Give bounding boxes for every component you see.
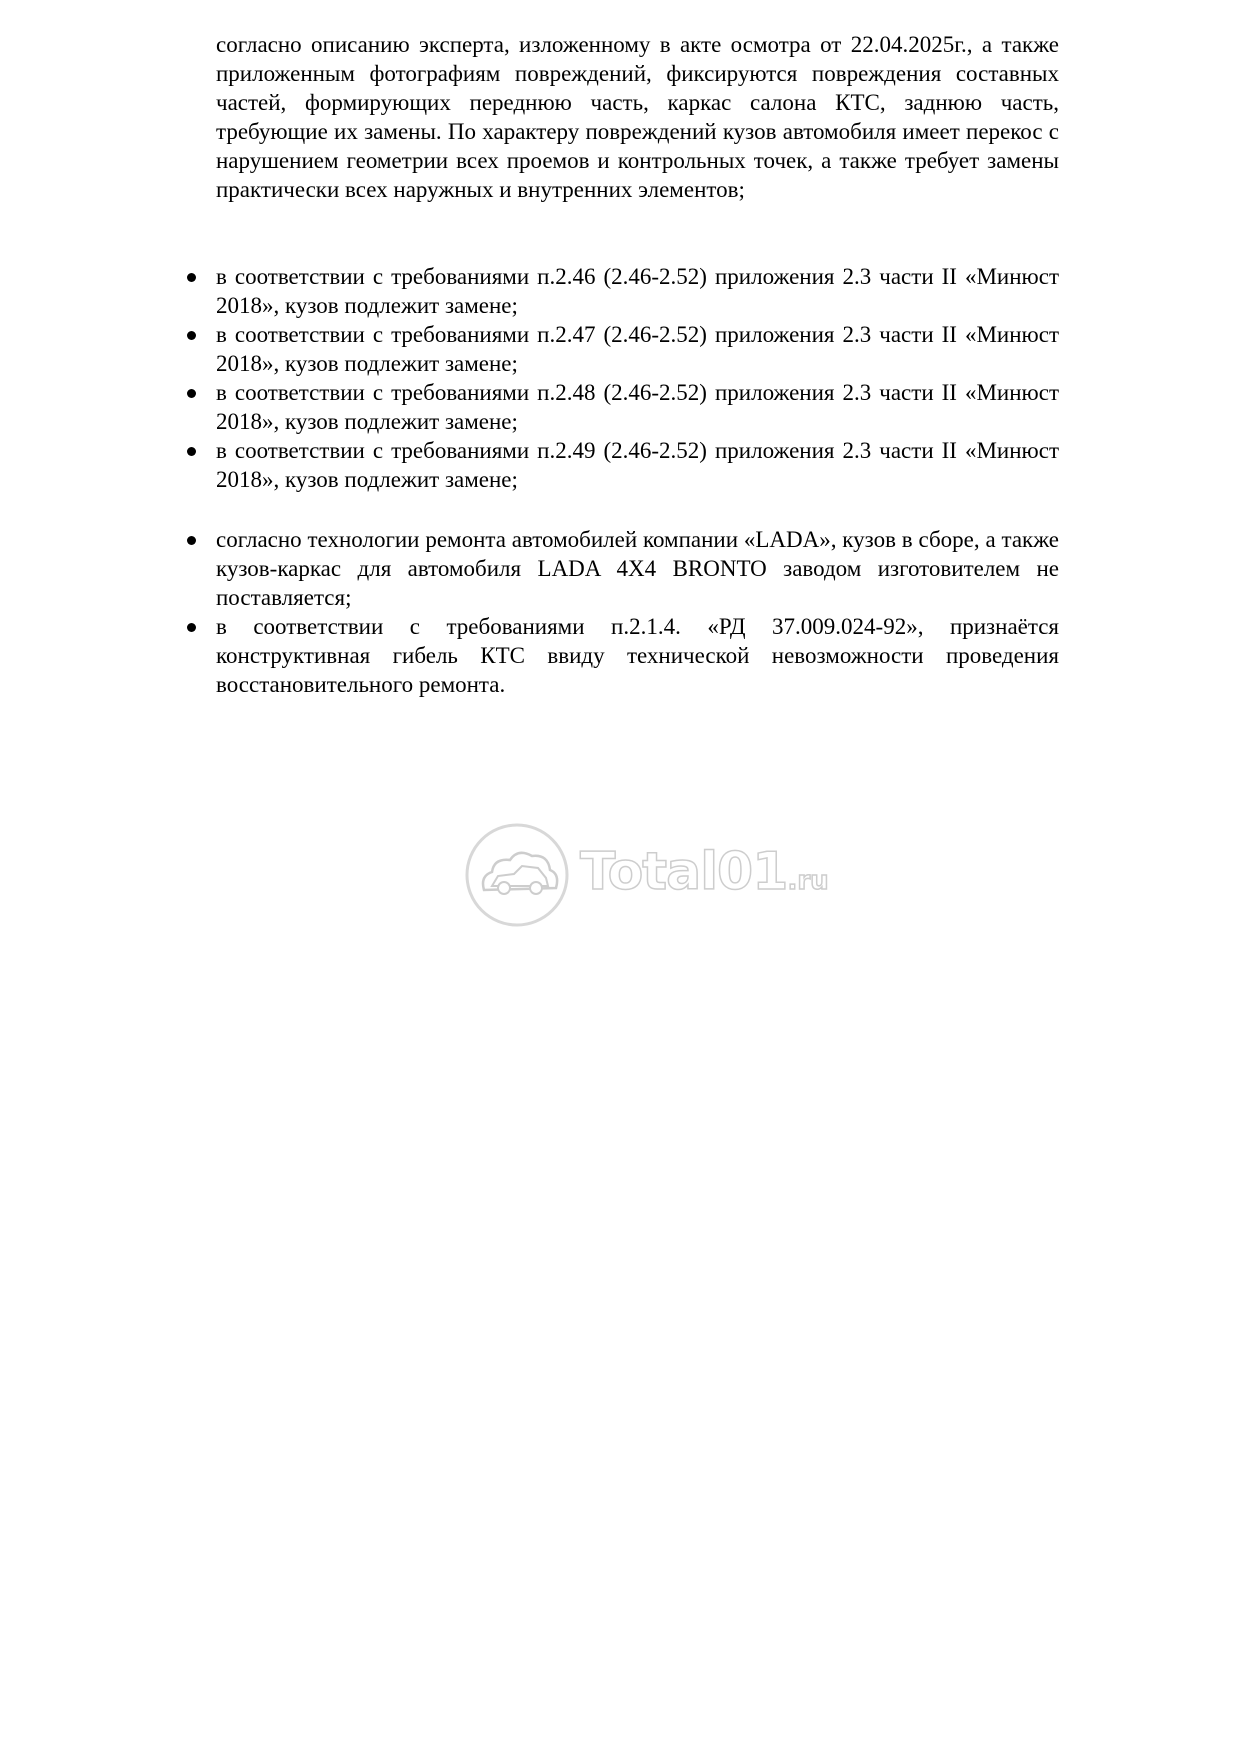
list-item-text: в соответствии с требованиями п.2.49 (2.46-2.52) приложения 2.3 части II «Минюст 2018», кузов подлежит замене; [216, 438, 1059, 492]
list-item [216, 525, 1059, 612]
list-item-text: согласно технологии ремонта автомобилей компании «LADA», кузов в сборе, а также кузов-каркас для автомобиля LADA 4X4 BRONTO заводом изготовителем не поставляется; [216, 527, 1059, 610]
watermark-tld: .ru [787, 866, 829, 896]
car-cloud-logo-icon [462, 820, 572, 930]
watermark-logo [462, 820, 829, 930]
bullet-icon [187, 389, 196, 398]
list-item [216, 612, 1059, 699]
conclusions-list [216, 525, 1059, 699]
list-item-text: в соответствии с требованиями п.2.47 (2.46-2.52) приложения 2.3 части II «Минюст 2018», кузов подлежит замене; [216, 322, 1059, 376]
bullet-icon [187, 623, 196, 632]
bullet-icon [187, 273, 196, 282]
list-item [216, 262, 1059, 320]
list-item [216, 320, 1059, 378]
requirements-list [216, 262, 1059, 494]
bullet-icon [187, 447, 196, 456]
intro-paragraph: согласно описанию эксперта, изложенному в акте осмотра от 22.04.2025г., а также приложенным фотографиям повреждений, фиксируются повреждения составных частей, формирующих переднюю часть, каркас салона КТС, заднюю часть, требующие их замены. По характеру повреждений кузов автомобиля имеет перекос с нарушением геометрии всех проемов и контрольных точек, а также требует замены практически всех наружных и внутренних элементов; [216, 32, 1059, 202]
list-item-text: в соответствии с требованиями п.2.1.4. «РД 37.009.024-92», признаётся конструктивная гибель КТС ввиду технической невозможности проведения восстановительного ремонта. [216, 614, 1059, 697]
bullet-icon [187, 536, 196, 545]
watermark-text [580, 842, 829, 902]
list-item-text: в соответствии с требованиями п.2.48 (2.46-2.52) приложения 2.3 части II «Минюст 2018», кузов подлежит замене; [216, 380, 1059, 434]
watermark-name: Total01 [580, 842, 788, 902]
list-item-text: в соответствии с требованиями п.2.46 (2.46-2.52) приложения 2.3 части II «Минюст 2018», кузов подлежит замене; [216, 264, 1059, 318]
list-item [216, 436, 1059, 494]
bullet-icon [187, 331, 196, 340]
list-item [216, 378, 1059, 436]
